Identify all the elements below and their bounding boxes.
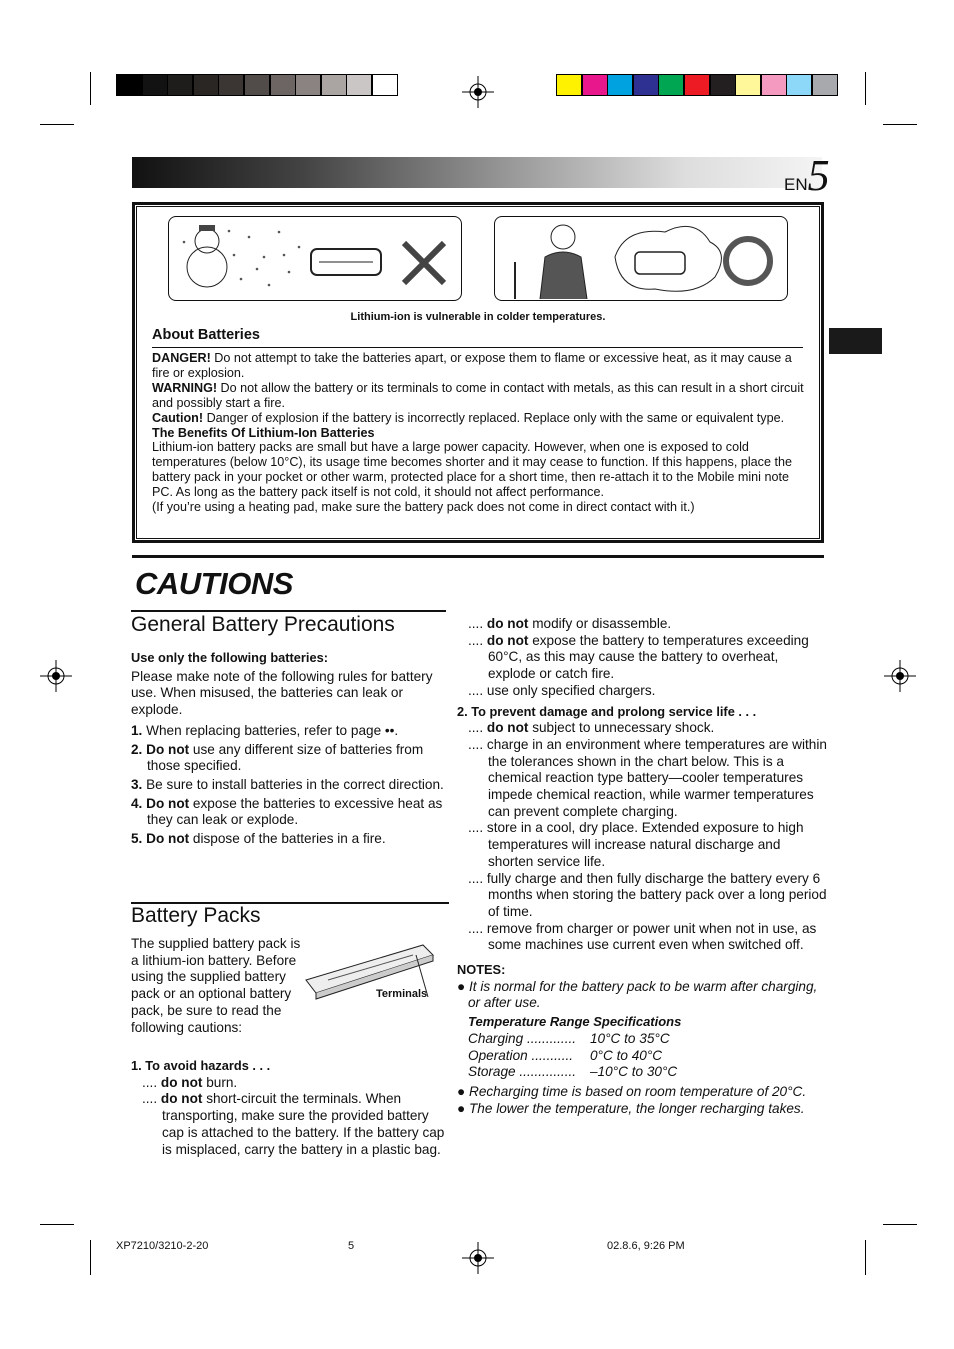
- note-1-text: It is normal for the battery pack to be warm after charging, or after use.: [468, 978, 818, 1011]
- footer-center: 5: [348, 1240, 355, 1252]
- list-item: [457, 633, 827, 683]
- color-swatch: [218, 74, 244, 96]
- temp-label: Charging .............: [468, 1030, 577, 1046]
- crop-mark: [883, 124, 917, 125]
- page-prefix: EN: [784, 175, 808, 194]
- list-item-text: fully charge and then fully discharge the battery every 6 months when storing the battery pack over a long period of time.: [486, 870, 827, 919]
- list-item: [131, 796, 446, 829]
- crop-mark: [865, 1240, 866, 1275]
- note-item: [457, 1084, 827, 1101]
- list-item-text: expose the battery to temperatures exceeding 60°C, as this may cause the battery to overheat, explode or catch fire.: [488, 632, 809, 682]
- damage-list: [457, 720, 827, 954]
- crop-mark: [865, 72, 866, 105]
- list-item-text: Be sure to install batteries in the correct direction.: [142, 776, 444, 792]
- do-not-label: do not: [486, 720, 529, 736]
- illustration-caption: Lithium-ion is vulnerable in colder temperatures.: [350, 311, 606, 323]
- list-item-text: modify or disassemble.: [528, 616, 672, 631]
- do-not-label: do not: [160, 1074, 203, 1090]
- list-item: [457, 871, 827, 921]
- list-item: [457, 820, 827, 870]
- about-batteries-body: [152, 351, 806, 515]
- list-item-text: dispose of the batteries in a fire.: [189, 831, 386, 847]
- list-number: 4.: [131, 795, 143, 811]
- note-item: [457, 979, 827, 1012]
- color-swatch: [761, 74, 787, 96]
- danger-text: Do not attempt to take the batteries apart, or expose them to flame or excessive heat, as it may cause a fire or explosion.: [152, 351, 792, 380]
- list-item: [457, 737, 827, 821]
- list-item: [457, 921, 827, 954]
- benefits-heading-text: The Benefits Of Lithium-Ion Batteries: [152, 425, 375, 440]
- color-swatch: [244, 74, 270, 96]
- crop-mark: [40, 1224, 74, 1225]
- battery-packs-intro: The supplied battery pack is a lithium-ion battery. Before using the supplied battery pack or an optional battery pack, be sure to read the following cautions:: [131, 936, 301, 1035]
- warning-label: WARNING!: [152, 380, 218, 395]
- color-swatch: [633, 74, 659, 96]
- color-swatch: [116, 74, 142, 96]
- leader-dots: ....: [468, 820, 487, 836]
- list-number: 2.: [131, 741, 143, 757]
- note-2-text: Recharging time is based on room temperature of 20°C.: [469, 1083, 807, 1099]
- color-swatch: [372, 74, 398, 96]
- leader-dots: ....: [468, 632, 487, 648]
- caution-paragraph: [152, 411, 806, 426]
- cold-illustration: [168, 216, 462, 301]
- temp-label: Storage ...............: [468, 1064, 577, 1080]
- color-swatch: [556, 74, 582, 96]
- leader-dots: ....: [468, 920, 487, 936]
- list-item-text: burn.: [202, 1074, 238, 1090]
- temp-spec-heading: Temperature Range Specifications: [468, 1014, 682, 1030]
- color-swatch: [710, 74, 736, 96]
- color-swatch: [735, 74, 761, 96]
- warning-text: Do not allow the battery or its terminals to come in contact with metals, as this can result in a short circuit and possibly start a fire.: [152, 380, 804, 410]
- list-item: [457, 720, 827, 737]
- list-item: [131, 777, 446, 794]
- danger-paragraph: [152, 351, 806, 381]
- do-not-label: do not: [160, 1091, 203, 1107]
- registration-target-icon: [462, 1242, 494, 1274]
- list-number: 3.: [131, 776, 143, 792]
- temp-row: [457, 1031, 827, 1048]
- leader-dots: ....: [468, 616, 487, 631]
- list-item-text: use any different size of batteries from those specified.: [147, 741, 424, 774]
- skier-battery-icon: [495, 217, 785, 299]
- hazards-list: [131, 1075, 449, 1159]
- color-swatch: [786, 74, 812, 96]
- list-item: [131, 742, 446, 775]
- leader-dots: ....: [468, 736, 487, 752]
- temp-label: Operation ...........: [468, 1047, 574, 1063]
- color-swatch: [658, 74, 684, 96]
- hazards-section: [131, 1058, 449, 1158]
- list-item-text: expose the batteries to excessive heat as they can leak or explode.: [147, 795, 443, 828]
- crop-mark: [90, 72, 91, 105]
- do-not-label: do not: [486, 632, 529, 648]
- page-number: [784, 150, 830, 201]
- damage-heading: 2. To prevent damage and prolong service life . . .: [457, 703, 757, 719]
- benefits-heading: [152, 426, 806, 441]
- leader-dots: ....: [142, 1091, 161, 1107]
- hazards-heading: 1. To avoid hazards . . .: [131, 1058, 271, 1073]
- temp-value: 10°C to 35°C: [590, 1030, 670, 1046]
- page-number-digit: 5: [807, 151, 830, 200]
- list-item-text: short-circuit the terminals. When transporting, make sure the provided battery cap is attached to the battery. If the battery cap is misplaced, carry the battery in a plastic bag.: [162, 1091, 445, 1157]
- footer-left: XP7210/3210-2-20: [116, 1240, 209, 1252]
- divider: [152, 347, 803, 348]
- benefits-note: (If you’re using a heating pad, make sure the battery pack does not come in direct contact with it.): [152, 500, 695, 515]
- color-swatch: [346, 74, 372, 96]
- color-swatch: [812, 74, 838, 96]
- do-not-label: Do not: [142, 831, 190, 847]
- header-gradient-bar: [132, 157, 822, 188]
- temperature-table: [457, 1031, 827, 1081]
- section-rule: [131, 610, 446, 612]
- color-swatch: [582, 74, 608, 96]
- do-not-label: do not: [486, 616, 529, 631]
- snowman-battery-icon: [169, 217, 459, 299]
- benefits-text: Lithium-ion battery packs are small but have a large power capacity. However, when one is exposed to cold temperatures (below 10°C), its usage time becomes shorter and it may cease to function. If this happens, place the battery pack in your pocket or other warm, protected place for a short time, then re-attach it to the Mobile mini note PC. As long as the battery pack itself is not cold, it should not affect performance.: [152, 440, 792, 500]
- list-item: [131, 723, 446, 740]
- leader-dots: ....: [468, 870, 487, 886]
- caution-text: Danger of explosion if the battery is incorrectly replaced. Replace only with the same or equivalent type.: [203, 410, 785, 425]
- color-swatch: [684, 74, 710, 96]
- list-item-text: remove from charger or power unit when not in use, as some machines use current even when switched off.: [486, 920, 817, 953]
- do-not-label: Do not: [142, 741, 190, 757]
- list-item: [457, 683, 827, 700]
- list-item-text: charge in an environment where temperatures are within the tolerances shown in the chart below. This is a chemical reaction type battery—cooler temperatures impede chemical reaction, while warmer temperatures can prevent complete charging.: [486, 736, 827, 819]
- note-3-text: The lower the temperature, the longer recharging takes.: [469, 1100, 805, 1116]
- section-tab: [829, 328, 882, 354]
- general-subhead: Use only the following batteries:: [131, 650, 328, 665]
- bullet-icon: ●: [457, 1083, 469, 1099]
- about-batteries-heading: About Batteries: [152, 327, 260, 343]
- list-item-text: When replacing batteries, refer to page ••.: [142, 722, 399, 738]
- list-item-text: store in a cool, dry place. Extended exposure to high temperatures will increase natural discharge and shorten service life.: [486, 820, 804, 869]
- color-swatch: [321, 74, 347, 96]
- color-swatch: [142, 74, 168, 96]
- battery-packs-title: Battery Packs: [131, 904, 261, 927]
- list-item-text: subject to unnecessary shock.: [528, 720, 715, 736]
- color-swatch: [607, 74, 633, 96]
- list-item: [131, 831, 446, 848]
- bullet-icon: ●: [457, 978, 469, 994]
- general-precautions-body: [131, 650, 446, 850]
- page-title: CAUTIONS: [135, 566, 293, 601]
- temp-row: [457, 1064, 827, 1081]
- general-precautions-title: General Battery Precautions: [131, 613, 395, 636]
- temp-row: [457, 1048, 827, 1065]
- hazards-continued-list: [457, 616, 827, 700]
- leader-dots: ....: [142, 1074, 161, 1090]
- danger-label: DANGER!: [152, 351, 211, 365]
- crop-mark: [40, 124, 74, 125]
- notes-heading: NOTES:: [457, 962, 506, 978]
- temp-value: 0°C to 40°C: [590, 1047, 663, 1063]
- list-item: [131, 1075, 449, 1092]
- list-item-text: use only specified chargers.: [486, 682, 656, 698]
- caution-label: Caution!: [152, 410, 204, 425]
- list-number: 1.: [131, 722, 143, 738]
- registration-target-icon: [40, 660, 72, 692]
- warning-paragraph: [152, 381, 806, 411]
- registration-target-icon: [462, 76, 494, 108]
- crop-mark: [90, 1240, 91, 1275]
- crop-mark: [883, 1224, 917, 1225]
- leader-dots: ....: [468, 720, 487, 736]
- leader-dots: ....: [468, 682, 487, 698]
- color-swatch: [193, 74, 219, 96]
- registration-target-icon: [884, 660, 916, 692]
- footer-right: 02.8.6, 9:26 PM: [607, 1240, 685, 1252]
- bullet-icon: ●: [457, 1100, 469, 1116]
- color-swatch: [270, 74, 296, 96]
- warm-illustration: [494, 216, 788, 301]
- list-item: [131, 1091, 449, 1158]
- section-divider: [132, 555, 824, 558]
- do-not-label: Do not: [142, 795, 190, 811]
- temp-value: –10°C to 30°C: [590, 1064, 678, 1080]
- right-column: [457, 616, 827, 1117]
- general-intro: Please make note of the following rules for battery use. When misused, the batteries can leak or explode.: [131, 668, 433, 718]
- general-rules-list: [131, 723, 446, 848]
- color-swatch: [295, 74, 321, 96]
- terminals-label: Terminals: [376, 988, 428, 1000]
- list-number: 5.: [131, 831, 143, 847]
- color-swatch: [167, 74, 193, 96]
- note-item: [457, 1101, 827, 1118]
- list-item: [457, 616, 827, 633]
